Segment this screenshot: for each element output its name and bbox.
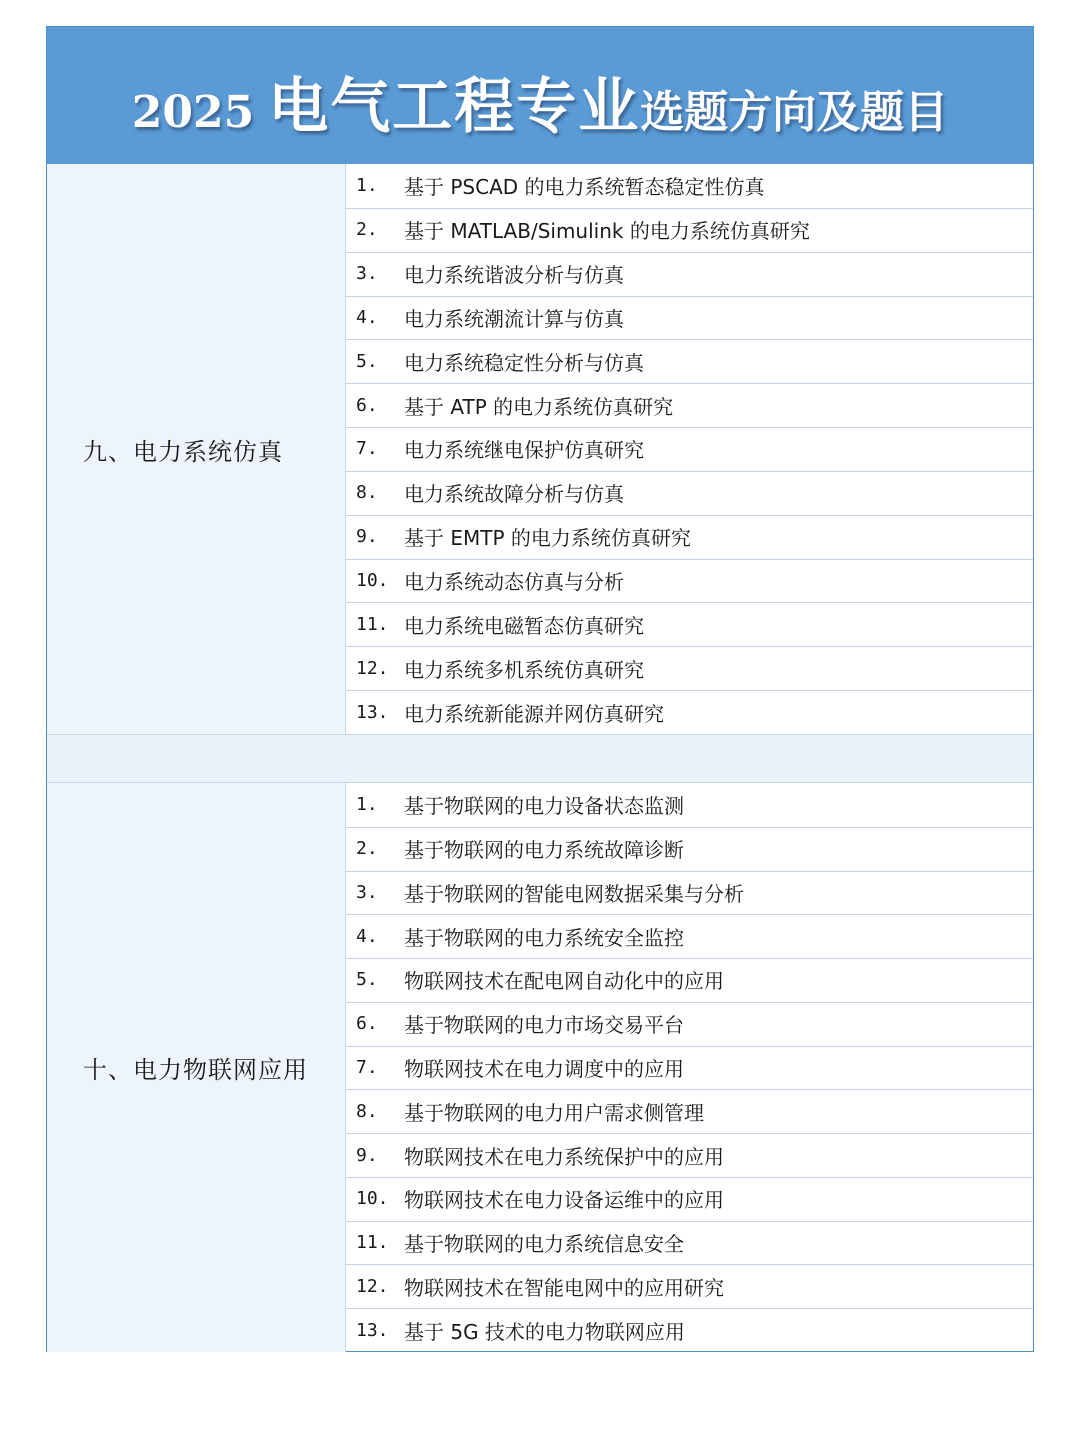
topic-number: 2. [356, 219, 378, 241]
topic-number: 5. [356, 350, 378, 372]
topic-row [346, 383, 1033, 427]
topic-title: 基于 PSCAD 的电力系统暂态稳定性仿真 [404, 175, 765, 200]
title-sub: 选题方向及题目 [640, 86, 949, 138]
topic-row [346, 208, 1033, 252]
topic-row [346, 690, 1033, 734]
topic-number: 12. [356, 657, 389, 679]
topic-title: 基于 MATLAB/Simulink 的电力系统仿真研究 [404, 219, 810, 244]
topic-row [346, 871, 1033, 915]
topic-row [346, 958, 1033, 1002]
topic-number: 13. [356, 1319, 389, 1341]
topic-title: 基于 5G 技术的电力物联网应用 [404, 1319, 685, 1344]
topic-row [346, 914, 1033, 958]
topic-row [346, 471, 1033, 515]
topic-title: 基于 ATP 的电力系统仿真研究 [404, 394, 674, 419]
topic-title: 物联网技术在电力设备运维中的应用 [404, 1188, 724, 1213]
header-banner [47, 27, 1033, 164]
topic-row [346, 1264, 1033, 1308]
topic-number: 7. [356, 438, 378, 460]
topic-title: 电力系统多机系统仿真研究 [404, 657, 644, 682]
topic-number: 9. [356, 526, 378, 548]
page-title [132, 59, 948, 145]
topic-row [346, 1221, 1033, 1265]
topic-title: 电力系统动态仿真与分析 [404, 570, 624, 595]
topic-title: 电力系统继电保护仿真研究 [404, 438, 644, 463]
category-label: 十、电力物联网应用 [47, 783, 346, 1352]
topic-title: 物联网技术在配电网自动化中的应用 [404, 969, 724, 994]
topic-row [346, 1133, 1033, 1177]
topic-row [346, 427, 1033, 471]
topic-title: 基于物联网的电力市场交易平台 [404, 1013, 684, 1038]
topic-row [346, 1002, 1033, 1046]
section-power-system-simulation [47, 164, 1033, 734]
topic-number: 1. [356, 175, 378, 197]
topic-table [46, 26, 1034, 1352]
title-main: 电气工程专业 [268, 71, 641, 142]
topic-number: 1. [356, 794, 378, 816]
topic-number: 12. [356, 1275, 389, 1297]
topic-number: 2. [356, 838, 378, 860]
topic-row [346, 783, 1033, 827]
topic-number: 5. [356, 969, 378, 991]
topic-row [346, 1308, 1033, 1352]
topic-number: 4. [356, 925, 378, 947]
topic-number: 8. [356, 482, 378, 504]
topic-number: 13. [356, 701, 389, 723]
topic-number: 8. [356, 1100, 378, 1122]
topic-number: 9. [356, 1144, 378, 1166]
topic-row [346, 515, 1033, 559]
topic-title: 基于物联网的电力系统安全监控 [404, 925, 684, 950]
category-label: 九、电力系统仿真 [47, 164, 346, 734]
topic-title: 基于 EMTP 的电力系统仿真研究 [404, 526, 691, 551]
topic-number: 3. [356, 263, 378, 285]
topic-title: 电力系统潮流计算与仿真 [404, 306, 624, 331]
topic-row [346, 339, 1033, 383]
section-power-iot-application [47, 783, 1033, 1352]
title-year: 2025 [131, 86, 255, 138]
topic-title: 基于物联网的电力用户需求侧管理 [404, 1100, 704, 1125]
topic-row [346, 1046, 1033, 1090]
topic-row [346, 1089, 1033, 1133]
topic-title: 基于物联网的电力系统故障诊断 [404, 838, 684, 863]
topic-row [346, 559, 1033, 603]
topic-number: 10. [356, 570, 389, 592]
topic-row [346, 827, 1033, 871]
topic-number: 6. [356, 1013, 378, 1035]
topic-title: 物联网技术在智能电网中的应用研究 [404, 1275, 724, 1300]
topic-number: 11. [356, 1232, 389, 1254]
topic-title: 电力系统谐波分析与仿真 [404, 263, 624, 288]
topic-title: 基于物联网的电力系统信息安全 [404, 1232, 684, 1257]
topic-number: 6. [356, 394, 378, 416]
topic-title: 电力系统新能源并网仿真研究 [404, 701, 664, 726]
topic-title: 物联网技术在电力系统保护中的应用 [404, 1144, 724, 1169]
topic-number: 11. [356, 613, 389, 635]
topic-row [346, 296, 1033, 340]
topic-title: 基于物联网的智能电网数据采集与分析 [404, 881, 744, 906]
topic-title: 物联网技术在电力调度中的应用 [404, 1056, 684, 1081]
topic-row [346, 602, 1033, 646]
topic-list [346, 164, 1033, 734]
topic-number: 7. [356, 1056, 378, 1078]
topic-title: 基于物联网的电力设备状态监测 [404, 794, 684, 819]
topic-list [346, 783, 1033, 1352]
topic-row [346, 1177, 1033, 1221]
topic-row [346, 252, 1033, 296]
section-spacer [47, 734, 1033, 783]
topic-title: 电力系统稳定性分析与仿真 [404, 350, 644, 375]
topic-number: 10. [356, 1188, 389, 1210]
topic-title: 电力系统故障分析与仿真 [404, 482, 624, 507]
topic-number: 3. [356, 881, 378, 903]
topic-row [346, 646, 1033, 690]
topic-title: 电力系统电磁暂态仿真研究 [404, 613, 644, 638]
topic-row [346, 164, 1033, 208]
topic-number: 4. [356, 306, 378, 328]
